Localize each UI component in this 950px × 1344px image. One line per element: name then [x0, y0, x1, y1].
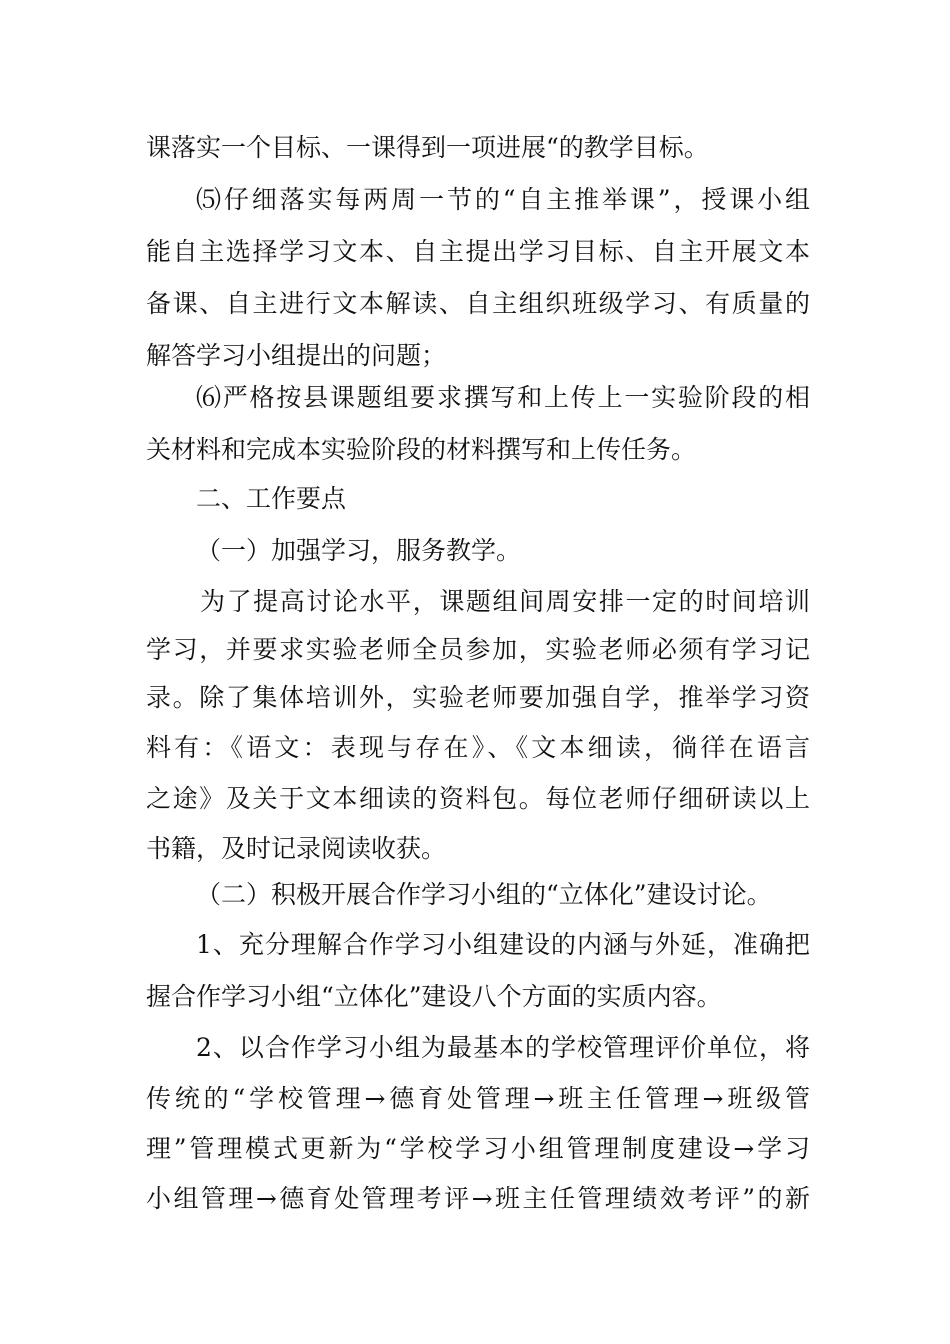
paragraph-line: ⑸仔细落实每两周一节的“自主推举课”，授课小组	[196, 185, 810, 214]
subsection-heading: （二）积极开展合作学习小组的“立体化”建设讨论。	[196, 880, 772, 909]
paragraph-line: 解答学习小组提出的问题；	[146, 341, 447, 370]
paragraph-line: 能自主选择学习文本、自主提出学习目标、自主开展文本	[146, 237, 810, 266]
paragraph-line: 小组管理→德育处管理考评→班主任管理绩效考评”的新	[146, 1184, 810, 1213]
paragraph-line: 课落实一个目标、一课得到一项进展“的教学目标。	[146, 133, 709, 162]
paragraph-line: 关材料和完成本实验阶段的材料撰写和上传任务。	[146, 435, 697, 464]
subsection-heading: （一）加强学习，服务教学。	[196, 536, 522, 565]
paragraph-line: 学习，并要求实验老师全员参加，实验老师必须有学习记	[146, 635, 810, 664]
paragraph-line: 书籍，及时记录阅读收获。	[146, 834, 447, 863]
paragraph-line: 握合作学习小组“立体化”建设八个方面的实质内容。	[146, 982, 722, 1011]
paragraph-line: 料有：《语文：表现与存在》、《文本细读，徜徉在语言	[146, 733, 810, 762]
paragraph-line: 之途》及关于文本细读的资料包。每位老师仔细研读以上	[146, 784, 810, 813]
section-heading: 二、工作要点	[196, 484, 347, 513]
paragraph-line: 1、充分理解合作学习小组建设的内涵与外延，准确把	[196, 930, 810, 959]
paragraph-line: 理”管理模式更新为“学校学习小组管理制度建设→学习	[146, 1134, 810, 1163]
paragraph-line: ⑹严格按县课题组要求撰写和上传上一实验阶段的相	[196, 383, 810, 412]
paragraph-line: 录。除了集体培训外，实验老师要加强自学，推举学习资	[146, 683, 810, 712]
paragraph-line: 为了提高讨论水平，课题组间周安排一定的时间培训	[200, 587, 810, 616]
paragraph-line: 传统的“学校管理→德育处管理→班主任管理→班级管	[146, 1084, 810, 1113]
paragraph-line: 备课、自主进行文本解读、自主组织班级学习、有质量的	[146, 289, 810, 318]
paragraph-line: 2、以合作学习小组为最基本的学校管理评价单位，将	[196, 1033, 810, 1062]
